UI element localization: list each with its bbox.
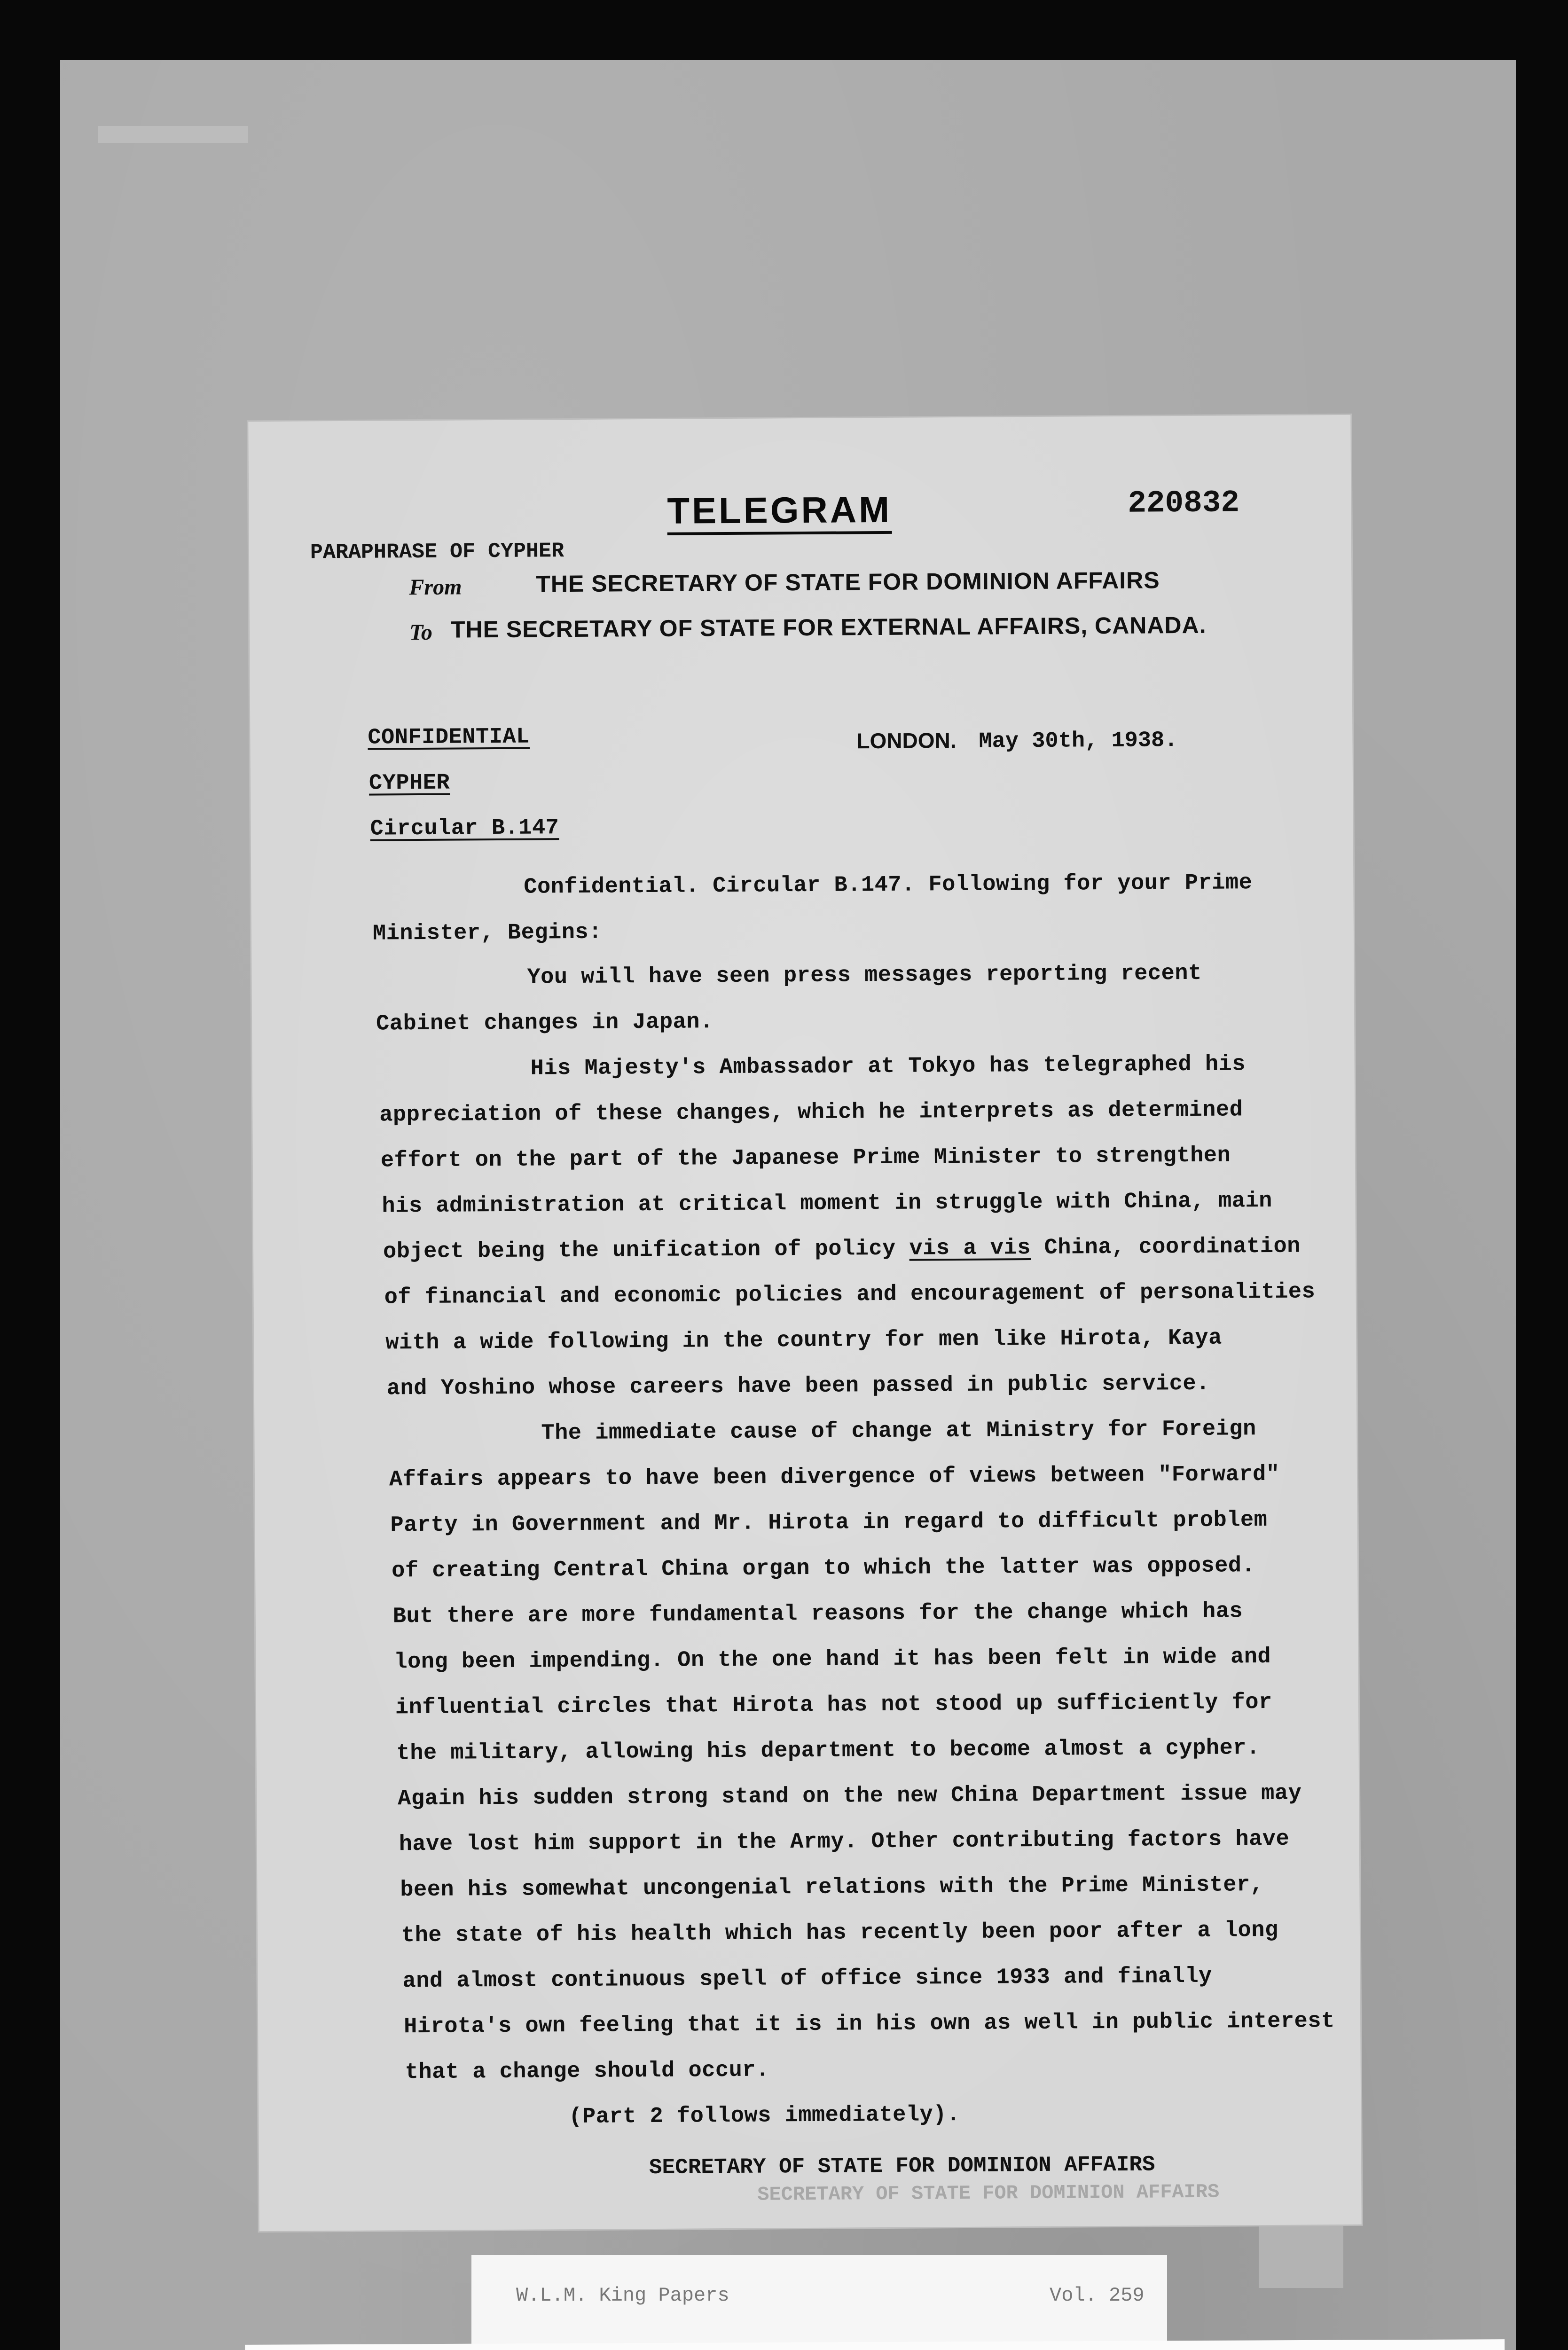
body-line: But there are more fundamental reasons for the change which has: [392, 1599, 1243, 1629]
circular-number: Circular B.147: [370, 815, 559, 842]
classification: CONFIDENTIAL: [368, 724, 530, 751]
microfilm-frame: [60, 60, 1516, 2350]
to-label: To: [409, 619, 433, 645]
body-line: Party in Government and Mr. Hirota in regard to difficult problem: [390, 1507, 1268, 1538]
body-line: his administration at critical moment in struggle with China, main: [382, 1188, 1273, 1219]
from-label: From: [409, 574, 462, 600]
body-line-text: China, coordination: [1030, 1234, 1301, 1261]
cypher-mode: CYPHER: [368, 770, 450, 796]
body-line: His Majesty's Ambassador at Tokyo has telegraphed his: [530, 1052, 1246, 1081]
body-line: influential circles that Hirota has not stood up sufficiently for: [395, 1690, 1272, 1721]
faint-stamp: SECRETARY OF STATE FOR DOMINION AFFAIRS: [757, 2180, 1220, 2206]
body-line: Confidential. Circular B.147. Following for your Prime: [524, 870, 1253, 900]
body-line: been his somewhat uncongenial relations with the Prime Minister,: [400, 1872, 1264, 1903]
body-line: and Yoshino whose careers have been passed in public service.: [386, 1371, 1210, 1402]
date: May 30th, 1938.: [979, 728, 1178, 754]
part-note: (Part 2 follows immediately).: [569, 2102, 960, 2130]
to-text: THE SECRETARY OF STATE FOR EXTERNAL AFFAIRS, CANADA.: [450, 611, 1207, 643]
telegram-sheet: [248, 415, 1361, 2231]
body-line-text: object being the unification of policy: [383, 1236, 909, 1265]
body-line: appreciation of these changes, which he interprets as determined: [379, 1097, 1243, 1128]
collection-label: [471, 2255, 1167, 2347]
body-line: and almost continuous spell of office since 1933 and finally: [402, 1964, 1212, 1994]
paraphrase-label: PARAPHRASE OF CYPHER: [310, 539, 564, 565]
body-line: the military, allowing his department to become almost a cypher.: [396, 1736, 1260, 1766]
body-line: of financial and economic policies and encouragement of personalities: [384, 1279, 1316, 1310]
body-line: The immediate cause of change at Ministry for Foreign: [541, 1417, 1256, 1446]
body-line: long been impending. On the one hand it has been felt in wide and: [394, 1644, 1271, 1675]
reference-number: 220832: [1128, 485, 1240, 521]
telegram-title: TELEGRAM: [667, 488, 892, 535]
body-line: of creating Central China organ to which the latter was opposed.: [392, 1553, 1255, 1584]
body-line: Minister, Begins:: [372, 920, 603, 947]
signoff: SECRETARY OF STATE FOR DOMINION AFFAIRS: [649, 2152, 1155, 2180]
body-line: the state of his health which has recently been poor after a long: [401, 1918, 1278, 1949]
collection-name: W.L.M. King Papers: [516, 2284, 729, 2307]
vis-a-vis-text: vis a vis: [909, 1236, 1031, 1261]
from-text: THE SECRETARY OF STATE FOR DOMINION AFFAIRS: [536, 567, 1160, 597]
body-line: Affairs appears to have been divergence of views between "Forward": [389, 1462, 1280, 1493]
tape-strip: [98, 126, 248, 143]
volume-number: Vol. 259: [1050, 2284, 1145, 2307]
body-line: that a change should occur.: [405, 2058, 769, 2085]
body-line: with a wide following in the country for men like Hirota, Kaya: [385, 1325, 1223, 1356]
body-line: [383, 1234, 1301, 1265]
body-line: Again his sudden strong stand on the new China Department issue may: [398, 1781, 1302, 1812]
place: LONDON.: [856, 728, 956, 753]
body-line: Cabinet changes in Japan.: [376, 1010, 713, 1037]
body-line: have lost him support in the Army. Other contributing factors have: [399, 1826, 1290, 1857]
body-line: You will have seen press messages reporting recent: [527, 961, 1202, 990]
body-line: effort on the part of the Japanese Prime Minister to strengthen: [380, 1143, 1231, 1174]
body-line: Hirota's own feeling that it is in his own as well in public interest: [403, 2009, 1335, 2040]
